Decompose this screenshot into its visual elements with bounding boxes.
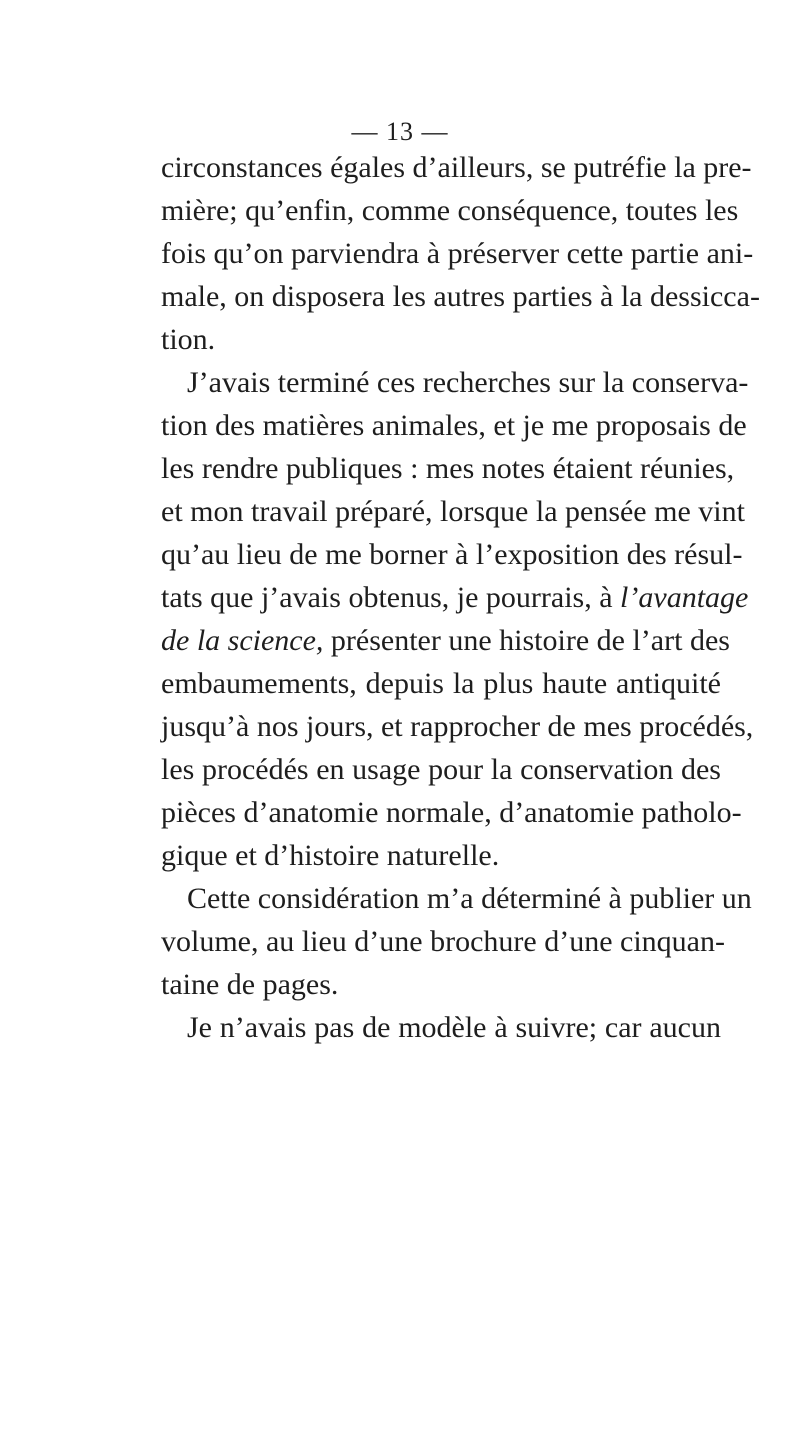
text-line: jusqu’à nos jours, et rapprocher de mes procédés,	[161, 710, 754, 743]
text-line-with-italic	[161, 621, 730, 661]
text-segment: tats que j’avais obtenus, je pourrais, à	[161, 581, 613, 614]
page-number: — 13 —	[351, 117, 449, 146]
text-line: tion des matières animales, et je me proposais de	[161, 409, 747, 442]
text-line: pièces d’anatomie normale, d’anatomie patholo-	[161, 796, 742, 829]
italic-phrase: de la science,	[161, 624, 324, 657]
text-line: taine de pages.	[161, 968, 339, 1001]
text-line: volume, au lieu d’une brochure d’une cinquan-	[161, 925, 725, 958]
text-line: embaumements, depuis la plus haute antiquité	[161, 667, 721, 700]
paragraph-start-line: Je n’avais pas de modèle à suivre; car aucun	[187, 1011, 721, 1044]
text-line: fois qu’on parviendra à préserver cette partie ani-	[161, 237, 754, 270]
text-line: gique et d’histoire naturelle.	[161, 839, 500, 872]
italic-phrase: l’avantage	[620, 581, 749, 614]
text-line: et mon travail préparé, lorsque la pensée me vint	[161, 495, 745, 528]
text-line-with-italic	[161, 578, 749, 618]
paragraph-start-line: Cette considération m’a déterminé à publier un	[187, 882, 752, 915]
text-line: male, on disposera les autres parties à la dessicca-	[161, 280, 760, 313]
text-line: mière; qu’enfin, comme conséquence, toutes les	[161, 194, 739, 227]
text-line: tion.	[161, 323, 216, 356]
paragraph-start-line: J’avais terminé ces recherches sur la conserva-	[187, 366, 749, 399]
text-line: qu’au lieu de me borner à l’exposition des résul-	[161, 538, 743, 571]
text-line: circonstances égales d’ailleurs, se putréfie la pre-	[161, 151, 752, 184]
text-line: les rendre publiques : mes notes étaient réunies,	[161, 452, 735, 485]
text-line: les procédés en usage pour la conservation des	[161, 753, 721, 786]
text-segment: présenter une histoire de l’art des	[330, 624, 730, 657]
